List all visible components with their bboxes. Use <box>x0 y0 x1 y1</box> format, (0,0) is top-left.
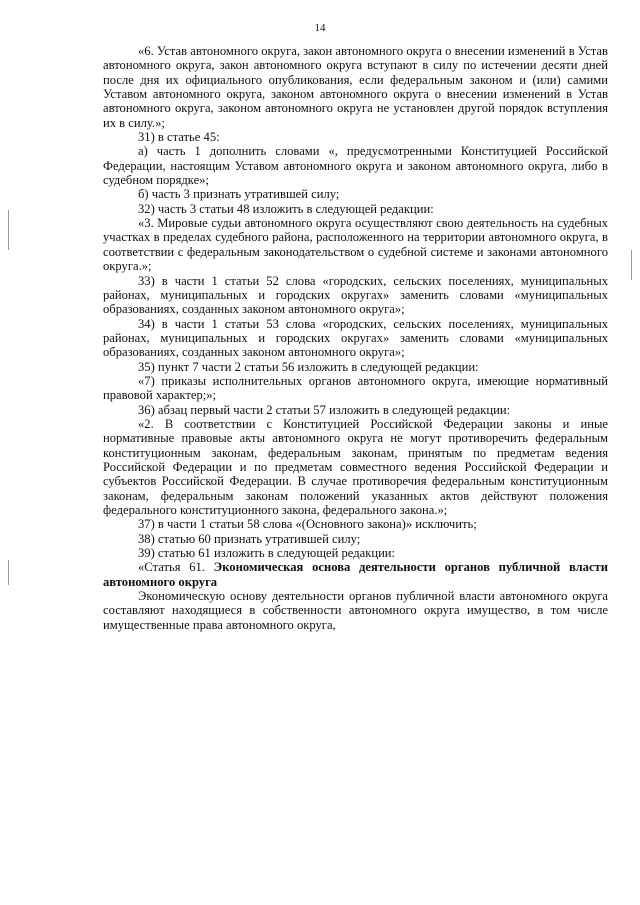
article-title: Экономическая основа деятельности органов публичной власти автономного округа <box>103 560 608 589</box>
paragraph: Экономическую основу деятельности органов публичной власти автономного округа составляют находящиеся в собственности автономного округа имущество, в том числе имущественные права автономного округа, <box>103 589 608 632</box>
paragraph: «2. В соответствии с Конституцией Российской Федерации законы и иные нормативные правовые акты автономного округа не могут противоречить федеральным конституционным законам, федеральным законам, принятым по предметам ведения Российской Федерации и по предметам совместного ведения Российской Федерации и субъектов Российской Федерации. В случае противоречия федеральным конституционным законам, федеральным законам положений указанных актов действуют положения федерального конституционного закона, федерального закона.»; <box>103 416 608 517</box>
paragraph: 34) в части 1 статьи 53 слова «городских, сельских поселениях, муниципальных районах, муниципальных и городских округах» заменить словами «муниципальных образованиях, созданных законом автономного округа»; <box>103 316 608 360</box>
paragraph: 31) в статье 45: <box>138 130 220 145</box>
paragraph: а) часть 1 дополнить словами «, предусмотренными Конституцией Российской Федерации, настоящим Уставом автономного округа и законом автономного округа, либо в судебном порядке»; <box>103 144 608 188</box>
paragraph: 33) в части 1 статьи 52 слова «городских, сельских поселениях, муниципальных районах, муниципальных и городских округах» заменить словами «муниципальных образованиях, созданных законом автономного округа»; <box>103 273 608 317</box>
page-number: 14 <box>314 22 326 34</box>
paragraph: 36) абзац первый части 2 статьи 57 изложить в следующей редакции: <box>138 402 511 417</box>
paragraph: «7) приказы исполнительных органов автономного округа, имеющие нормативный правовой характер;»; <box>103 373 608 403</box>
document-body <box>103 44 608 632</box>
paragraph: 39) статью 61 изложить в следующей редакции: <box>138 546 396 561</box>
paragraph: «6. Устав автономного округа, закон автономного округа о внесении изменений в Устав автономного округа, закон автономного округа вступают в силу по истечении десяти дней после дня их официального опубликования, если федеральным законом и (или) самими Уставом автономного округа, законом автономного округа о внесении изменений в Устав автономного округа, законом автономного округа не установлен другой порядок вступления их в силу.»; <box>103 44 608 130</box>
paragraph: 37) в части 1 статьи 58 слова «(Основного закона)» исключить; <box>138 517 477 532</box>
article-heading <box>103 560 608 589</box>
paragraph: б) часть 3 признать утратившей силу; <box>138 187 340 202</box>
paragraph: 35) пункт 7 части 2 статьи 56 изложить в следующей редакции: <box>138 359 479 374</box>
scan-edge-mark <box>8 560 9 585</box>
paragraph: «3. Мировые судьи автономного округа осуществляют свою деятельность на судебных участках в пределах судебного района, расположенного на территории автономного округа, в соответствии с федеральным законодательством о судебной системе и законами автономного округа.»; <box>103 216 608 274</box>
paragraph: 32) часть 3 статьи 48 изложить в следующей редакции: <box>138 201 434 216</box>
scan-edge-mark <box>8 210 9 250</box>
paragraph: 38) статью 60 признать утратившей силу; <box>138 531 361 546</box>
article-prefix: «Статья 61. <box>138 560 214 575</box>
scan-edge-mark <box>631 250 632 280</box>
